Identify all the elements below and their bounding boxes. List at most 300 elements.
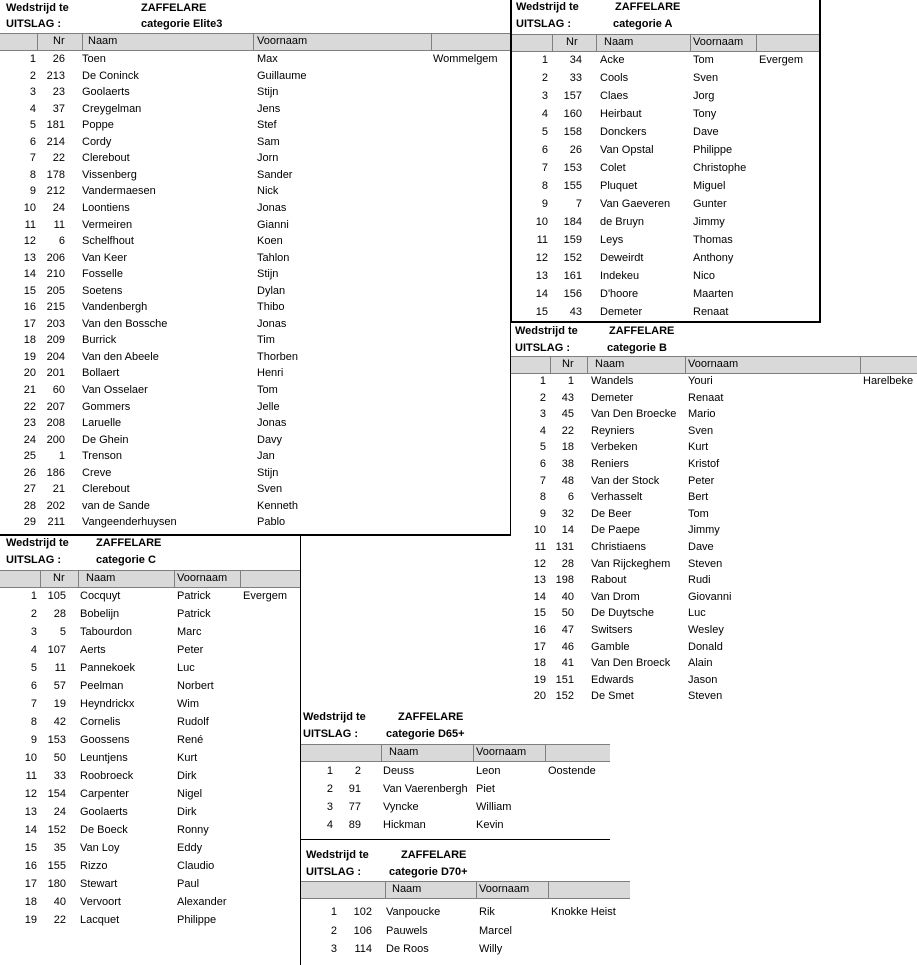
rank-cell: 20 <box>23 367 36 380</box>
surname-cell: Creygelman <box>82 102 142 115</box>
rank-cell: 3 <box>29 86 36 99</box>
surname-cell: Burrick <box>82 334 117 347</box>
rank-cell: 11 <box>534 541 546 553</box>
firstname-cell: Thorben <box>257 350 298 363</box>
number-cell: 42 <box>53 716 66 728</box>
table-row <box>511 489 917 505</box>
surname-cell: D'hoore <box>600 288 639 300</box>
surname-cell: Christiaens <box>591 541 647 553</box>
rank-cell: 22 <box>23 400 36 413</box>
surname-cell: Goolaerts <box>80 806 128 818</box>
number-cell: 155 <box>563 180 582 192</box>
surname-cell: Creve <box>82 466 112 479</box>
table-row <box>301 763 610 779</box>
number-cell: 46 <box>561 640 574 653</box>
firstname-cell: Jimmy <box>693 216 725 228</box>
surname-cell: Verhasselt <box>591 491 643 504</box>
number-cell: 152 <box>555 690 574 703</box>
firstname-cell: Max <box>257 53 278 65</box>
rank-cell: 3 <box>30 626 37 638</box>
number-cell: 24 <box>53 806 66 818</box>
surname-cell: Van Den Broeck <box>591 657 671 670</box>
firstname-cell: Marcel <box>479 924 513 937</box>
surname-cell: Cornelis <box>80 716 121 728</box>
rank-cell: 17 <box>533 640 546 653</box>
number-cell: 48 <box>561 474 574 487</box>
table-row <box>0 840 300 856</box>
table-row <box>511 423 917 439</box>
col-naam: Naam <box>86 572 116 584</box>
number-cell: 6 <box>58 235 65 248</box>
rank-cell: 1 <box>30 590 37 602</box>
rank-cell: 15 <box>533 607 546 620</box>
rank-cell: 2 <box>541 72 548 84</box>
result-label: UITSLAG : <box>515 342 570 354</box>
title-label: Wedstrijd te <box>515 325 578 337</box>
firstname-cell: Wim <box>177 698 199 710</box>
table-row <box>511 539 917 555</box>
table-row <box>0 200 510 216</box>
rank-cell: 13 <box>535 270 548 282</box>
surname-cell: Cordy <box>82 135 112 148</box>
firstname-cell: Kurt <box>688 441 709 454</box>
table-row <box>0 150 510 166</box>
firstname-cell: Gianni <box>257 218 289 231</box>
rank-cell: 5 <box>541 126 548 138</box>
rank-cell: 6 <box>29 135 36 148</box>
firstname-cell: Willy <box>479 943 503 955</box>
table-row <box>512 52 819 68</box>
surname-cell: De Coninck <box>82 69 139 82</box>
rank-cell: 1 <box>326 765 333 777</box>
surname-cell: Trenson <box>82 450 122 463</box>
firstname-cell: Claudio <box>177 860 215 872</box>
number-cell: 200 <box>46 433 65 446</box>
table-row <box>0 786 300 802</box>
surname-cell: Indekeu <box>600 270 640 282</box>
table-row <box>511 506 917 522</box>
surname-cell: Gamble <box>591 640 630 653</box>
title-label: Wedstrijd te <box>306 849 369 861</box>
result-label: UITSLAG : <box>303 728 358 740</box>
table-row <box>511 406 917 422</box>
firstname-cell: Anthony <box>693 252 734 264</box>
firstname-cell: Rudolf <box>177 716 209 728</box>
table-row <box>0 84 510 100</box>
number-cell: 213 <box>46 69 65 82</box>
surname-cell: De Duytsche <box>591 607 654 620</box>
rank-cell: 9 <box>539 507 546 520</box>
table-row <box>301 941 630 957</box>
surname-cell: Demeter <box>591 391 634 404</box>
number-cell: 41 <box>561 657 574 670</box>
rank-cell: 17 <box>24 878 37 890</box>
surname-cell: Van Opstal <box>600 144 654 156</box>
table-row <box>0 448 510 464</box>
firstname-cell: Donald <box>688 640 723 653</box>
surname-cell: Toen <box>82 53 106 65</box>
number-cell: 105 <box>47 590 66 602</box>
table-header <box>301 881 630 899</box>
number-cell: 181 <box>46 119 65 132</box>
number-cell: 19 <box>53 698 66 710</box>
surname-cell: Heyndrickx <box>80 698 135 710</box>
firstname-cell: Youri <box>688 375 713 387</box>
firstname-cell: Tahlon <box>257 251 290 264</box>
rank-cell: 1 <box>541 54 548 66</box>
number-cell: 50 <box>561 607 574 620</box>
title-label: Wedstrijd te <box>6 2 69 14</box>
rank-cell: 2 <box>30 608 37 620</box>
table-row <box>512 88 819 104</box>
table-row <box>0 382 510 398</box>
table-row <box>0 365 510 381</box>
number-cell: 178 <box>46 168 65 181</box>
table-row <box>511 473 917 489</box>
number-cell: 89 <box>348 819 361 831</box>
number-cell: 21 <box>52 483 65 496</box>
table-row <box>0 134 510 150</box>
firstname-cell: Philippe <box>693 144 733 156</box>
number-cell: 43 <box>569 306 582 318</box>
table-row <box>511 688 917 704</box>
table-row <box>0 912 300 928</box>
table-row <box>0 514 510 530</box>
firstname-cell: Rudi <box>688 574 711 587</box>
surname-cell: Clerebout <box>82 483 130 496</box>
table-row <box>511 655 917 671</box>
surname-cell: Goossens <box>80 734 130 746</box>
firstname-cell: Wesley <box>688 624 724 636</box>
firstname-cell: Kenneth <box>257 499 298 512</box>
rank-cell: 11 <box>24 218 36 231</box>
surname-cell: Vermeiren <box>82 218 133 231</box>
number-cell: 40 <box>561 590 574 603</box>
surname-cell: Vyncke <box>383 801 419 813</box>
rank-cell: 12 <box>533 557 546 570</box>
rank-cell: 15 <box>23 284 36 297</box>
surname-cell: Roobroeck <box>80 770 134 782</box>
table-row <box>511 672 917 688</box>
rank-cell: 25 <box>23 450 36 463</box>
col-nr: Nr <box>53 572 65 584</box>
surname-cell: Schelfhout <box>82 235 134 248</box>
number-cell: 47 <box>561 624 574 636</box>
number-cell: 186 <box>46 466 65 479</box>
firstname-cell: Steven <box>688 690 723 703</box>
number-cell: 28 <box>53 608 66 620</box>
firstname-cell: Kurt <box>177 752 198 764</box>
number-cell: 153 <box>47 734 66 746</box>
rank-cell: 4 <box>29 102 36 115</box>
number-cell: 157 <box>563 90 582 102</box>
surname-cell: Van der Stock <box>591 474 660 487</box>
panel-category-d65 <box>301 710 610 840</box>
firstname-cell: Renaat <box>688 391 724 404</box>
firstname-cell: Sven <box>693 72 719 84</box>
firstname-cell: Paul <box>177 878 200 890</box>
table-row <box>512 70 819 86</box>
title-label: Wedstrijd te <box>516 1 579 13</box>
table-row <box>0 588 300 604</box>
number-cell: 57 <box>53 680 66 692</box>
table-row <box>512 286 819 302</box>
surname-cell: Cools <box>600 72 629 84</box>
table-row <box>0 399 510 415</box>
rank-cell: 16 <box>24 860 37 872</box>
table-row <box>0 415 510 431</box>
surname-cell: Bollaert <box>82 367 120 380</box>
table-row <box>511 556 917 572</box>
number-cell: 35 <box>53 842 66 854</box>
surname-cell: Deweirdt <box>600 252 644 264</box>
table-row <box>0 624 300 640</box>
surname-cell: Pannekoek <box>80 662 136 674</box>
number-cell: 11 <box>53 218 65 231</box>
rank-cell: 10 <box>535 216 548 228</box>
surname-cell: Lacquet <box>80 914 120 926</box>
town-cell: Evergem <box>759 54 804 66</box>
number-cell: 60 <box>52 384 65 396</box>
table-row <box>512 196 819 212</box>
panel-category-b <box>511 323 917 713</box>
number-cell: 23 <box>52 86 65 99</box>
col-voornaam: Voornaam <box>476 746 527 758</box>
firstname-cell: Leon <box>476 765 501 777</box>
town-cell: Harelbeke <box>863 375 914 387</box>
surname-cell: Donckers <box>600 126 647 138</box>
table-row <box>301 781 610 797</box>
place-label: ZAFFELARE <box>398 711 464 723</box>
rank-cell: 11 <box>25 770 37 782</box>
number-cell: 158 <box>563 126 582 138</box>
rank-cell: 10 <box>533 524 546 537</box>
surname-cell: Van Keer <box>82 251 128 264</box>
col-naam: Naam <box>604 36 634 48</box>
number-cell: 37 <box>52 102 65 115</box>
table-row <box>0 316 510 332</box>
rank-cell: 7 <box>541 162 548 174</box>
firstname-cell: Mario <box>688 408 716 421</box>
col-nr: Nr <box>562 358 574 370</box>
surname-cell: de Bruyn <box>600 216 645 228</box>
firstname-cell: Stijn <box>257 268 279 281</box>
firstname-cell: Renaat <box>693 306 729 318</box>
town-cell: Oostende <box>548 765 596 777</box>
table-row <box>0 283 510 299</box>
firstname-cell: Tom <box>688 507 709 520</box>
number-cell: 161 <box>563 270 582 282</box>
rank-cell: 7 <box>30 698 37 710</box>
col-nr: Nr <box>53 35 65 47</box>
table-row <box>0 217 510 233</box>
surname-cell: Vandermaesen <box>82 185 156 198</box>
rank-cell: 28 <box>23 499 36 512</box>
firstname-cell: Jonas <box>257 417 287 430</box>
surname-cell: van de Sande <box>82 499 150 512</box>
number-cell: 214 <box>46 135 65 148</box>
category-label: categorie D70+ <box>389 866 468 878</box>
table-row <box>0 432 510 448</box>
panel-elite3 <box>0 0 512 536</box>
town-cell: Knokke Heist <box>551 906 616 918</box>
firstname-cell: Ronny <box>177 824 209 836</box>
number-cell: 33 <box>569 72 582 84</box>
firstname-cell: Patrick <box>177 608 211 620</box>
number-cell: 211 <box>47 516 65 529</box>
table-row <box>0 68 510 84</box>
title-label: Wedstrijd te <box>303 711 366 723</box>
firstname-cell: Dirk <box>177 806 197 818</box>
surname-cell: Colet <box>600 162 626 174</box>
firstname-cell: Alain <box>688 657 713 670</box>
number-cell: 33 <box>53 770 66 782</box>
table-header <box>301 744 610 762</box>
town-cell: Evergem <box>243 590 288 602</box>
rank-cell: 15 <box>24 842 37 854</box>
place-label: ZAFFELARE <box>609 325 675 337</box>
rank-cell: 29 <box>23 516 36 529</box>
surname-cell: Van Vaerenbergh <box>383 783 468 795</box>
town-cell: Wommelgem <box>433 53 498 65</box>
col-naam: Naam <box>595 358 625 370</box>
table-row <box>0 750 300 766</box>
rank-cell: 16 <box>533 624 546 636</box>
firstname-cell: Jens <box>257 102 281 115</box>
col-naam: Naam <box>392 883 422 895</box>
firstname-cell: Alexander <box>177 896 227 908</box>
rank-cell: 18 <box>533 657 546 670</box>
surname-cell: Rabout <box>591 574 627 587</box>
place-label: ZAFFELARE <box>615 1 681 13</box>
col-nr: Nr <box>566 36 578 48</box>
firstname-cell: Sander <box>257 168 293 181</box>
number-cell: 215 <box>46 301 65 314</box>
rank-cell: 17 <box>23 317 36 330</box>
surname-cell: De Paepe <box>591 524 640 537</box>
firstname-cell: Tom <box>693 54 714 66</box>
surname-cell: Van den Abeele <box>82 350 159 363</box>
surname-cell: De Roos <box>386 943 429 955</box>
surname-cell: Vanpoucke <box>386 906 441 918</box>
place-label: ZAFFELARE <box>401 849 467 861</box>
rank-cell: 12 <box>535 252 548 264</box>
firstname-cell: Steven <box>688 557 723 570</box>
firstname-cell: Stijn <box>257 86 279 99</box>
table-row <box>511 572 917 588</box>
firstname-cell: Henri <box>257 367 284 380</box>
number-cell: 26 <box>52 53 65 65</box>
number-cell: 201 <box>46 367 65 380</box>
firstname-cell: Jan <box>257 450 275 463</box>
rank-cell: 7 <box>539 474 546 487</box>
table-row <box>512 268 819 284</box>
number-cell: 153 <box>563 162 582 174</box>
col-voornaam: Voornaam <box>693 36 744 48</box>
number-cell: 102 <box>353 906 372 918</box>
firstname-cell: Jason <box>688 673 718 686</box>
table-row <box>511 622 917 638</box>
number-cell: 11 <box>54 662 66 674</box>
number-cell: 184 <box>563 216 582 228</box>
firstname-cell: Tom <box>257 384 278 396</box>
number-cell: 206 <box>46 251 65 264</box>
firstname-cell: Pablo <box>257 516 286 529</box>
surname-cell: Leys <box>600 234 624 246</box>
firstname-cell: Guillaume <box>257 69 307 82</box>
table-row <box>0 266 510 282</box>
number-cell: 209 <box>46 334 65 347</box>
number-cell: 28 <box>561 557 574 570</box>
category-label: categorie Elite3 <box>141 18 223 30</box>
firstname-cell: Tony <box>693 108 717 120</box>
number-cell: 202 <box>46 499 65 512</box>
rank-cell: 3 <box>330 943 337 955</box>
rank-cell: 9 <box>541 198 548 210</box>
rank-cell: 27 <box>23 483 36 496</box>
firstname-cell: Kristof <box>688 458 720 470</box>
surname-cell: Stewart <box>80 878 118 890</box>
surname-cell: Vissenberg <box>82 168 137 181</box>
firstname-cell: Nigel <box>177 788 203 800</box>
rank-cell: 1 <box>330 906 337 918</box>
panel-category-a <box>511 0 821 323</box>
col-voornaam: Voornaam <box>177 572 228 584</box>
rank-cell: 16 <box>23 301 36 314</box>
surname-cell: Van Rijckeghem <box>591 557 671 570</box>
firstname-cell: Luc <box>688 607 706 620</box>
number-cell: 154 <box>47 788 66 800</box>
col-voornaam: Voornaam <box>479 883 530 895</box>
firstname-cell: Stef <box>257 119 277 132</box>
table-row <box>511 439 917 455</box>
place-label: ZAFFELARE <box>96 537 162 549</box>
surname-cell: Aerts <box>80 644 106 656</box>
table-row <box>0 101 510 117</box>
table-row <box>0 804 300 820</box>
number-cell: 2 <box>354 765 361 777</box>
firstname-cell: Marc <box>177 626 202 638</box>
rank-cell: 4 <box>539 424 546 437</box>
surname-cell: Cocquyt <box>80 590 121 602</box>
rank-cell: 8 <box>29 168 36 181</box>
surname-cell: Wandels <box>591 375 634 387</box>
result-label: UITSLAG : <box>516 18 571 30</box>
table-row <box>0 822 300 838</box>
number-cell: 106 <box>353 924 372 937</box>
table-row <box>511 589 917 605</box>
table-row <box>512 304 819 320</box>
rank-cell: 2 <box>330 924 337 937</box>
surname-cell: Demeter <box>600 306 643 318</box>
firstname-cell: Norbert <box>177 680 214 692</box>
number-cell: 22 <box>561 424 574 437</box>
firstname-cell: Eddy <box>177 842 203 854</box>
table-row <box>0 678 300 694</box>
surname-cell: Vandenbergh <box>82 301 148 314</box>
rank-cell: 14 <box>533 590 546 603</box>
category-label: categorie B <box>607 342 667 354</box>
number-cell: 7 <box>575 198 582 210</box>
result-label: UITSLAG : <box>6 18 61 30</box>
number-cell: 208 <box>46 417 65 430</box>
number-cell: 1 <box>567 375 574 387</box>
surname-cell: De Ghein <box>82 433 129 446</box>
firstname-cell: Miguel <box>693 180 726 192</box>
title-label: Wedstrijd te <box>6 537 69 549</box>
table-row <box>512 232 819 248</box>
number-cell: 34 <box>569 54 582 66</box>
